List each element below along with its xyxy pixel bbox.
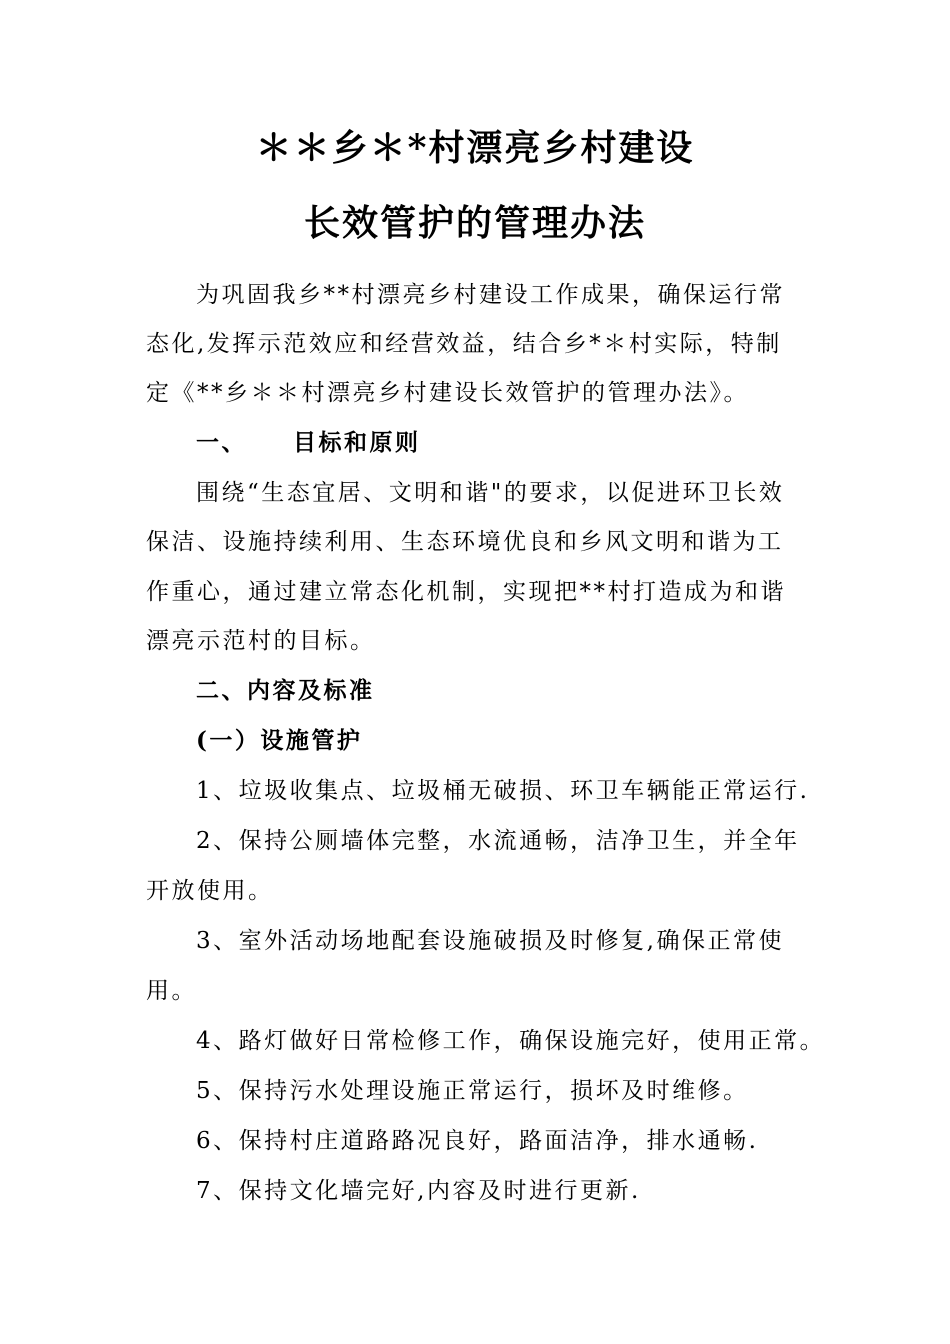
section-1-paragraph-line-4: 漂亮示范村的目标。 (146, 628, 376, 654)
subsection-1-heading: (一）设施管护 (196, 727, 363, 754)
list-item-2: 2、保持公厕墙体完整，水流通畅，洁净卫生，并全年 (196, 828, 800, 854)
section-1-title: 目标和原则 (293, 429, 421, 456)
intro-paragraph-line-1: 为巩固我乡**村漂亮乡村建设工作成果，确保运行常 (196, 282, 785, 308)
section-1-heading (196, 428, 421, 458)
list-item-1: 1、垃圾收集点、垃圾桶无破损、环卫车辆能正常运行. (196, 778, 810, 804)
section-2-heading: 二、内容及标准 (196, 677, 375, 704)
list-item-3: 3、室外活动场地配套设施破损及时修复,确保正常使 (196, 928, 784, 954)
list-item-6: 6、保持村庄道路路况良好，路面洁净，排水通畅. (196, 1128, 759, 1154)
list-item-3-continued: 用。 (146, 978, 197, 1004)
intro-paragraph-line-3: 定《**乡＊＊村漂亮乡村建设长效管护的管理办法》。 (146, 380, 749, 406)
document-title-line-1: ＊＊乡＊*村漂亮乡村建设 (255, 127, 695, 169)
section-1-number: 一、 (196, 429, 247, 456)
section-1-paragraph-line-1: 围绕“生态宜居、文明和谐"的要求，以促进环卫长效 (196, 480, 785, 506)
intro-paragraph-line-2: 态化,发挥示范效应和经营效益，结合乡*＊村实际，特制 (146, 331, 782, 357)
section-1-paragraph-line-2: 保洁、设施持续利用、生态环境优良和乡风文明和谐为工 (146, 529, 784, 555)
list-item-4: 4、路灯做好日常检修工作，确保设施完好，使用正常。 (196, 1028, 826, 1054)
section-1-paragraph-line-3: 作重心，通过建立常态化机制，实现把**村打造成为和谐 (146, 579, 786, 605)
list-item-5: 5、保持污水处理设施正常运行，损坏及时维修。 (196, 1078, 749, 1104)
list-item-2-continued: 开放使用。 (146, 878, 274, 904)
list-item-7: 7、保持文化墙完好,内容及时进行更新. (196, 1178, 641, 1204)
document-title-line-2: 长效管护的管理办法 (303, 202, 646, 244)
